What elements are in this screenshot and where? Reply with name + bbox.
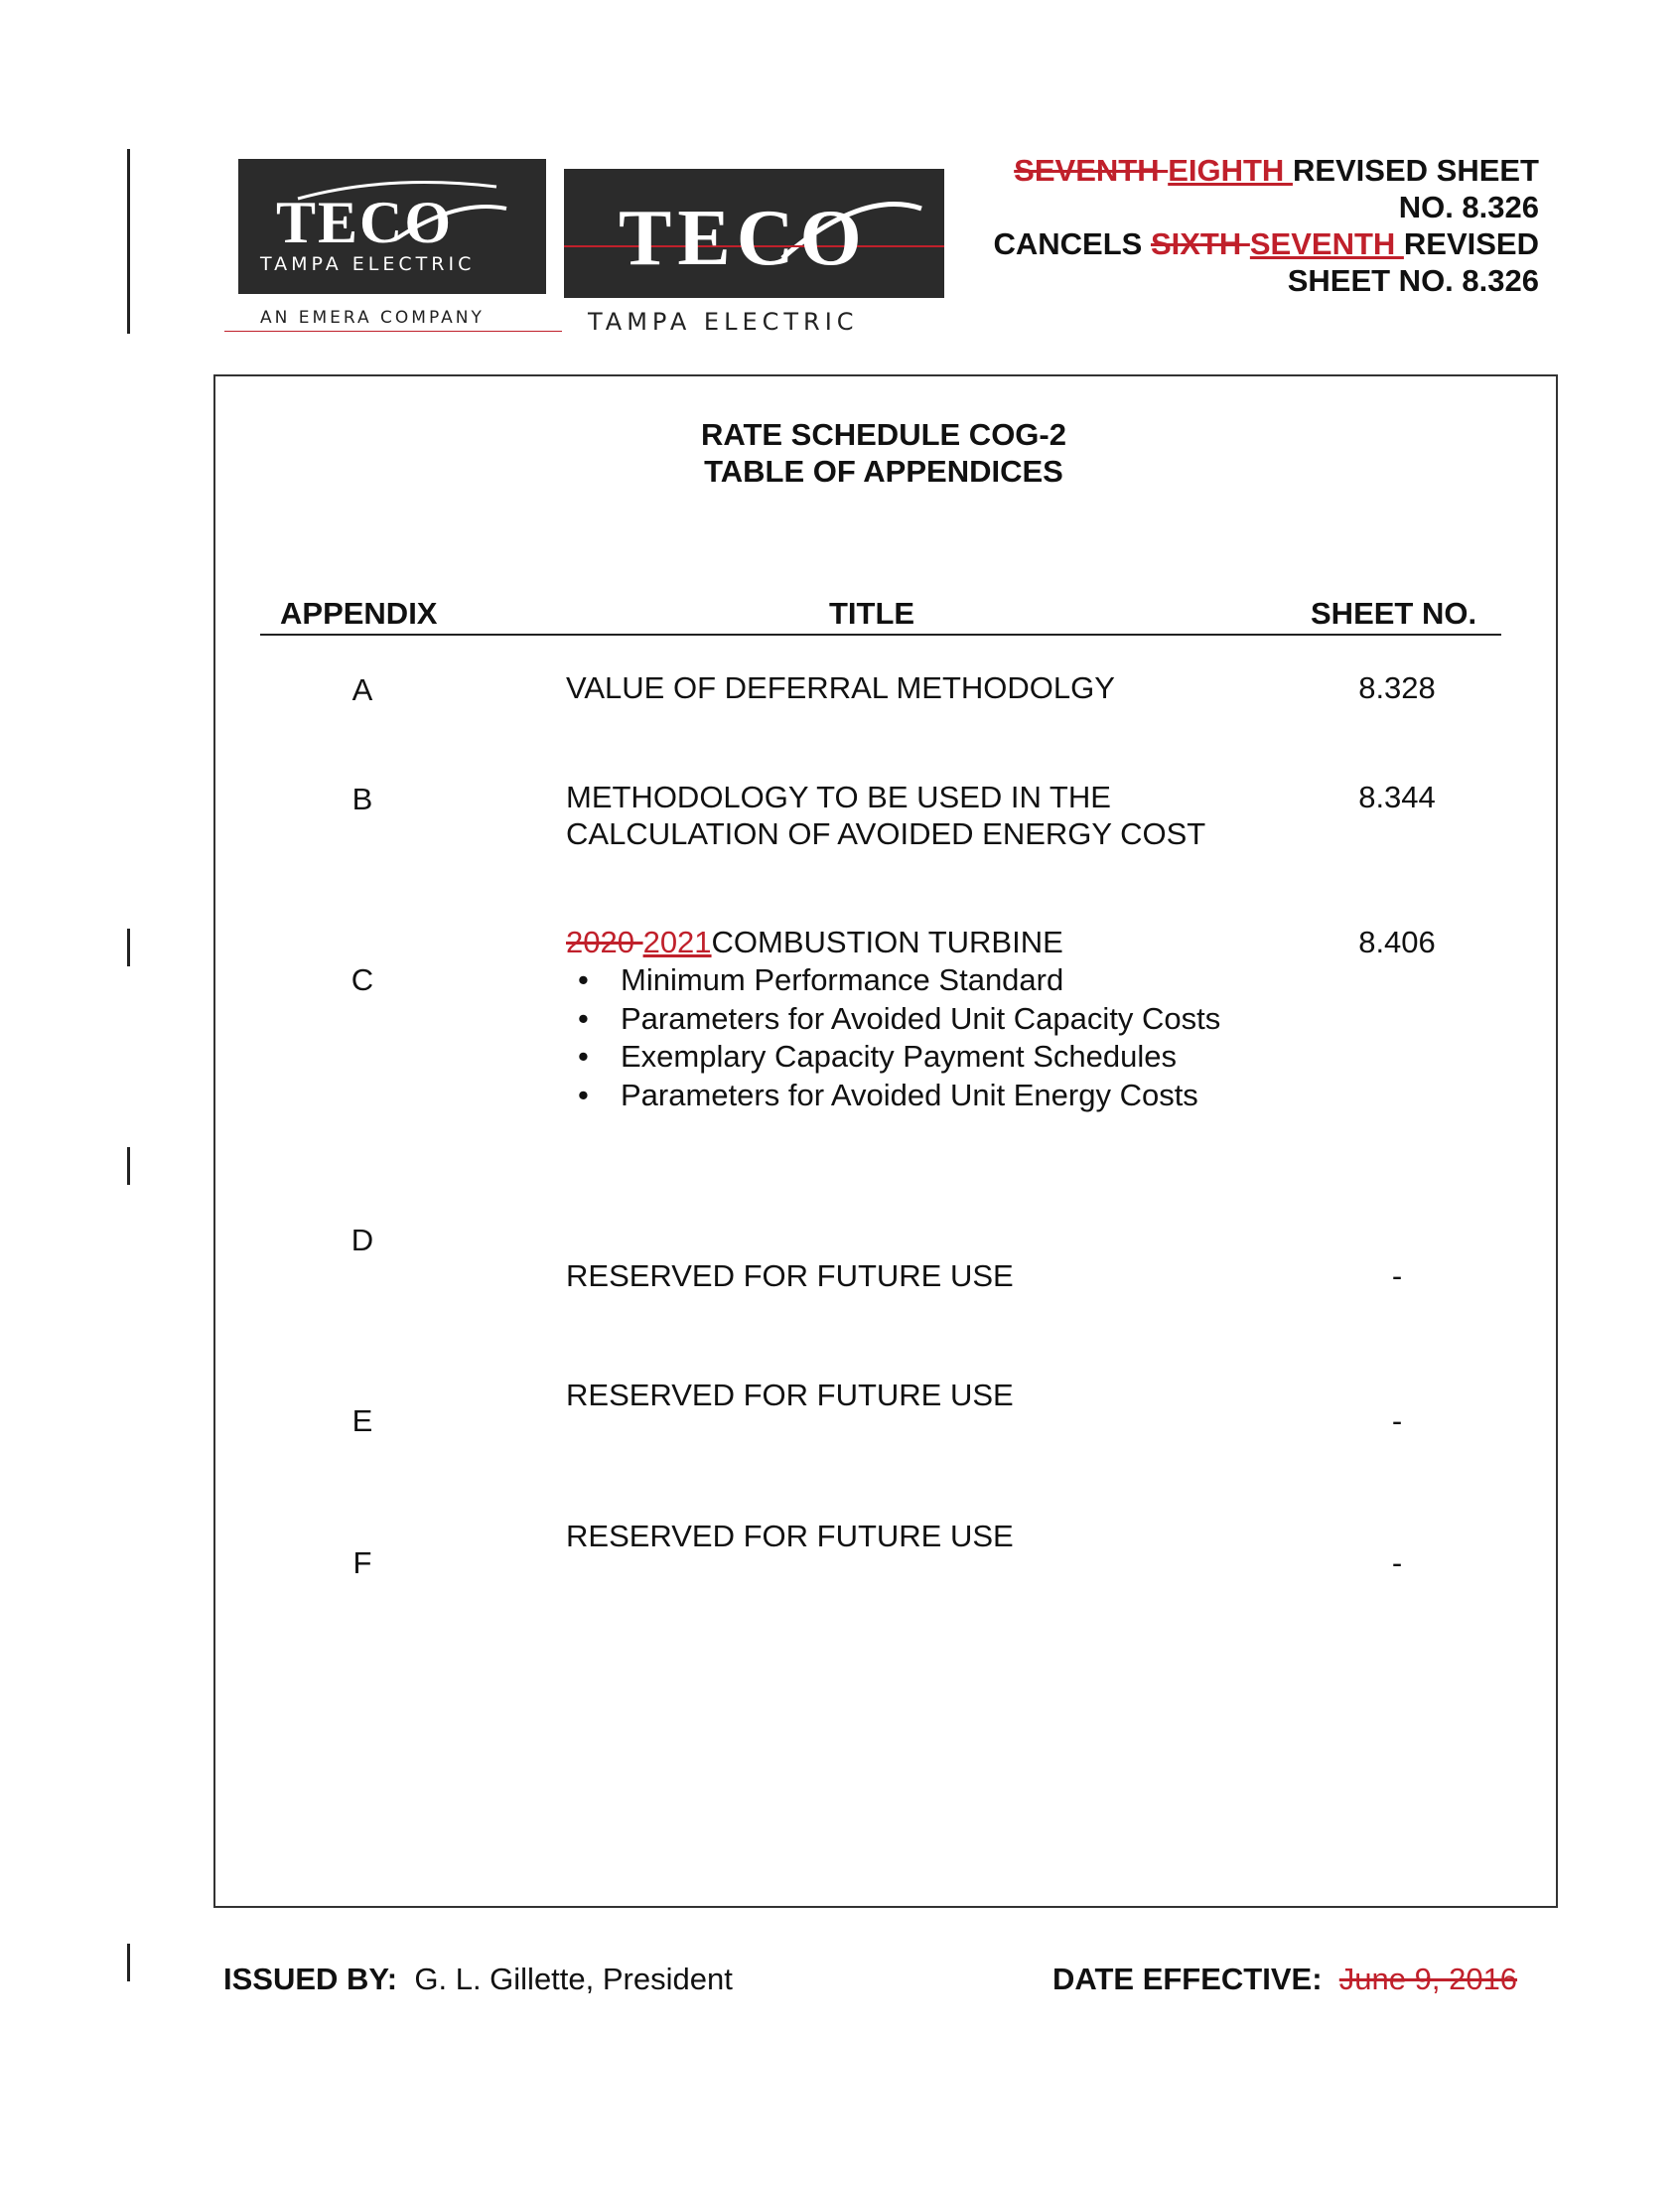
list-item: • Parameters for Avoided Unit Capacity Costs: [566, 1000, 1220, 1039]
appendix-contents-list: [566, 961, 1220, 1114]
issued-by: [223, 1962, 733, 1997]
cancelled-sheet-number: SHEET NO. 8.326: [1287, 263, 1539, 298]
appendix-title: RESERVED FOR FUTURE USE: [566, 1258, 1014, 1293]
appendix-letter: C: [350, 962, 374, 997]
appendix-title: COMBUSTION TURBINE: [711, 925, 1063, 959]
sheet-number: NO. 8.326: [1398, 190, 1539, 224]
header-rule: [260, 634, 1501, 636]
inserted-text: SEVENTH: [1249, 226, 1404, 261]
revision-bar: [127, 1147, 130, 1185]
appendix-title: RESERVED FOR FUTURE USE: [566, 1378, 1014, 1412]
appendix-title: RESERVED FOR FUTURE USE: [566, 1519, 1014, 1553]
sheet-number: -: [1391, 1403, 1403, 1438]
deleted-date: June 9, 2016: [1338, 1962, 1518, 1996]
appendix-title: VALUE OF DEFERRAL METHODOLGY: [566, 670, 1115, 705]
appendix-title-line2: CALCULATION OF AVOIDED ENERGY COST: [566, 816, 1206, 851]
logo-tagline: AN EMERA COMPANY: [260, 308, 485, 328]
date-effective: [1052, 1962, 1517, 1997]
issued-by-label: ISSUED BY:: [223, 1962, 398, 1996]
appendix-letter: E: [351, 1403, 373, 1438]
inserted-text: EIGHTH: [1168, 153, 1293, 188]
appendix-letter: B: [351, 782, 373, 816]
cancels-label: CANCELS: [993, 226, 1151, 261]
list-item: • Minimum Performance Standard: [566, 961, 1220, 1000]
appendix-letter: A: [351, 672, 373, 707]
sheet-number: 8.328: [1358, 670, 1436, 705]
sheet-number: -: [1391, 1258, 1403, 1293]
revision-bar: [127, 929, 130, 966]
deleted-text: SIXTH: [1150, 226, 1250, 261]
tagline-rule: [224, 331, 562, 332]
logo-subtitle: TAMPA ELECTRIC: [588, 308, 859, 336]
revised-label: REVISED: [1403, 226, 1539, 261]
appendix-letter: F: [352, 1545, 372, 1580]
date-effective-label: DATE EFFECTIVE:: [1052, 1962, 1323, 1996]
list-item: • Exemplary Capacity Payment Schedules: [566, 1038, 1220, 1077]
revision-bar: [127, 149, 130, 334]
list-item: • Parameters for Avoided Unit Energy Costs: [566, 1077, 1220, 1115]
logo-subtitle: TAMPA ELECTRIC: [260, 253, 476, 275]
column-header-sheet-no: SHEET NO.: [1311, 596, 1477, 631]
sheet-number: 8.406: [1358, 925, 1436, 959]
logo-wordmark: TECO: [619, 195, 868, 282]
logo-wordmark: TECO: [276, 190, 454, 255]
sheet-number: 8.344: [1358, 780, 1436, 814]
sheet-number: -: [1391, 1545, 1403, 1580]
table-heading: TABLE OF APPENDICES: [704, 454, 1063, 489]
appendix-letter: D: [350, 1223, 374, 1257]
deleted-year: 2020: [566, 925, 643, 959]
column-header-title: TITLE: [829, 596, 915, 631]
issued-by-value: G. L. Gillette, President: [414, 1962, 733, 1996]
revision-bar: [127, 1944, 130, 1981]
deleted-text: SEVENTH: [1014, 153, 1169, 188]
schedule-heading: RATE SCHEDULE COG-2: [700, 417, 1066, 452]
appendix-title-line1: METHODOLOGY TO BE USED IN THE: [566, 780, 1111, 814]
inserted-year: 2021: [642, 925, 712, 959]
revised-sheet-label: REVISED SHEET: [1292, 153, 1539, 188]
column-header-appendix: APPENDIX: [280, 596, 438, 631]
